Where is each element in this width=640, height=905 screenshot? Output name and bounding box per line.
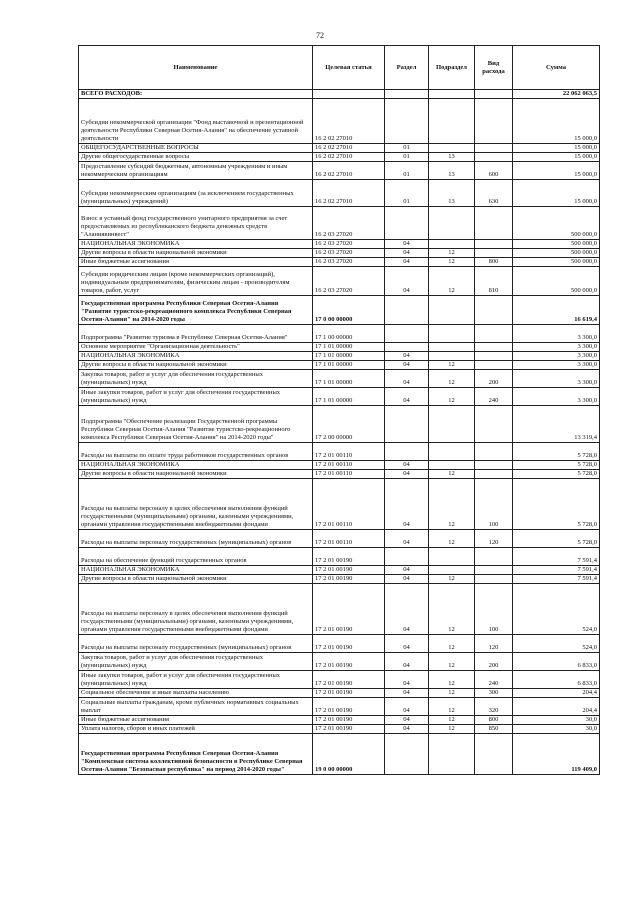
- row-section: 04: [385, 479, 429, 530]
- row-subsection: [429, 144, 475, 153]
- row-code: 17 2 01 00110: [313, 443, 385, 461]
- row-subsection: [429, 406, 475, 443]
- table-row: [79, 240, 600, 249]
- row-subsection: [429, 352, 475, 361]
- row-name: Подпрограмма "Развитие туризма в Республике Северная Осетия-Алания": [79, 325, 313, 343]
- row-subsection: 12: [429, 249, 475, 258]
- row-section: 04: [385, 671, 429, 689]
- row-sum: 16 619,4: [513, 296, 600, 325]
- row-sum: 5 728,0: [513, 479, 600, 530]
- row-subsection: [429, 566, 475, 575]
- row-section: 04: [385, 249, 429, 258]
- table-row: [79, 671, 600, 689]
- row-code: 17 2 01 00190: [313, 698, 385, 716]
- row-name: Государственная программа Республики Северная Осетия-Алания "Развитие туристско-рекреационного комплекса Республики Северная Осетия-Алания" на 2014-2020 годы: [79, 296, 313, 325]
- row-code: 17 0 00 00000: [313, 296, 385, 325]
- row-subsection: 12: [429, 575, 475, 584]
- table-row: [79, 296, 600, 325]
- row-code: 17 2 01 00110: [313, 530, 385, 548]
- row-section: 01: [385, 153, 429, 162]
- row-name: Субсидии некоммерческой организации "Фонд выставочной и презентационной деятельности Республики Северная Осетия-Алания" на обеспечение уставной деятельности: [79, 99, 313, 144]
- row-section: 04: [385, 725, 429, 734]
- row-name: Другие вопросы в области национальной экономики: [79, 470, 313, 479]
- table-header-row: [79, 46, 600, 90]
- row-kind: 240: [475, 671, 513, 689]
- row-code: 17 2 01 00190: [313, 584, 385, 635]
- row-kind: 120: [475, 530, 513, 548]
- row-kind: [475, 734, 513, 775]
- row-name: ВСЕГО РАСХОДОВ:: [79, 90, 313, 99]
- row-subsection: 13: [429, 153, 475, 162]
- row-sum: 3 300,0: [513, 352, 600, 361]
- row-name: Другие вопросы в области национальной экономики: [79, 575, 313, 584]
- row-name: НАЦИОНАЛЬНАЯ ЭКОНОМИКА: [79, 240, 313, 249]
- row-code: 17 2 01 00190: [313, 716, 385, 725]
- row-kind: 800: [475, 716, 513, 725]
- row-kind: [475, 575, 513, 584]
- table-row: [79, 734, 600, 775]
- table-row: [79, 725, 600, 734]
- row-section: 04: [385, 388, 429, 406]
- row-section: 04: [385, 566, 429, 575]
- row-code: 16 2 03 27020: [313, 240, 385, 249]
- row-subsection: 12: [429, 653, 475, 671]
- row-section: [385, 734, 429, 775]
- row-subsection: [429, 207, 475, 240]
- row-kind: 630: [475, 180, 513, 207]
- row-kind: [475, 296, 513, 325]
- row-name: Иные бюджетные ассигнования: [79, 258, 313, 267]
- row-sum: 7 591,4: [513, 575, 600, 584]
- row-subsection: 12: [429, 258, 475, 267]
- row-sum: 5 728,0: [513, 530, 600, 548]
- row-kind: [475, 99, 513, 144]
- row-code: 16 2 02 27010: [313, 180, 385, 207]
- row-section: 04: [385, 635, 429, 653]
- row-subsection: 13: [429, 162, 475, 180]
- row-section: 04: [385, 530, 429, 548]
- row-sum: 204,4: [513, 689, 600, 698]
- row-kind: [475, 361, 513, 370]
- row-section: 04: [385, 370, 429, 388]
- row-code: 17 2 01 00190: [313, 671, 385, 689]
- row-sum: 30,0: [513, 725, 600, 734]
- row-subsection: [429, 90, 475, 99]
- row-subsection: [429, 240, 475, 249]
- row-subsection: 12: [429, 370, 475, 388]
- row-code: 17 1 00 00000: [313, 325, 385, 343]
- row-code: 17 2 01 00190: [313, 725, 385, 734]
- row-code: 19 0 00 00000: [313, 734, 385, 775]
- table-row: [79, 406, 600, 443]
- row-name: Иные бюджетные ассигнования: [79, 716, 313, 725]
- row-name: Субсидии некоммерческим организациям (за исключением государственных (муниципальных) учреждений): [79, 180, 313, 207]
- row-section: 04: [385, 470, 429, 479]
- row-code: 17 2 01 00190: [313, 689, 385, 698]
- row-sum: 15 000,0: [513, 180, 600, 207]
- row-sum: 500 000,0: [513, 249, 600, 258]
- row-section: 04: [385, 267, 429, 296]
- row-name: Субсидии юридическим лицам (кроме некоммерческих организаций), индивидуальным предпринимателям, физическим лицам - производителям товаров, работ, услуг: [79, 267, 313, 296]
- row-name: Другие вопросы в области национальной экономики: [79, 249, 313, 258]
- row-code: 17 1 01 00000: [313, 343, 385, 352]
- row-name: Расходы на выплаты персоналу в целях обеспечения выполнения функций государственными (муниципальными) органами, казенными учреждениями, органами управления государственными внебюджетными фондами: [79, 479, 313, 530]
- row-sum: 5 728,0: [513, 443, 600, 461]
- row-sum: 15 000,0: [513, 144, 600, 153]
- row-code: [313, 90, 385, 99]
- row-kind: [475, 144, 513, 153]
- row-kind: 810: [475, 267, 513, 296]
- table-row: [79, 575, 600, 584]
- row-section: 04: [385, 584, 429, 635]
- row-name: Закупка товаров, работ и услуг для обеспечения государственных (муниципальных) нужд: [79, 653, 313, 671]
- row-section: [385, 443, 429, 461]
- row-sum: 6 833,0: [513, 653, 600, 671]
- row-subsection: [429, 343, 475, 352]
- table-row: [79, 370, 600, 388]
- row-code: 17 2 01 00190: [313, 575, 385, 584]
- header-kind: Вид расхода: [475, 46, 513, 90]
- row-section: 01: [385, 162, 429, 180]
- row-name: Уплата налогов, сборов и иных платежей: [79, 725, 313, 734]
- row-sum: 13 319,4: [513, 406, 600, 443]
- row-name: Социальное обеспечение и иные выплаты населению: [79, 689, 313, 698]
- row-sum: 500 000,0: [513, 207, 600, 240]
- table-row: [79, 635, 600, 653]
- row-section: [385, 343, 429, 352]
- table-row: [79, 653, 600, 671]
- row-name: Подпрограмма "Обеспечение реализации Государственной программы Республики Северная Осетия-Алания "Развитие туристско-рекреационного комплекса Республики Северная Осетия-Алания" на 2014-2020 годы": [79, 406, 313, 443]
- row-kind: 300: [475, 689, 513, 698]
- row-subsection: [429, 296, 475, 325]
- row-subsection: 12: [429, 716, 475, 725]
- table-row: [79, 566, 600, 575]
- row-name: Расходы на выплаты по оплате труда работников государственных органов: [79, 443, 313, 461]
- row-section: [385, 90, 429, 99]
- row-sum: 3 300,0: [513, 388, 600, 406]
- row-kind: [475, 352, 513, 361]
- row-kind: 200: [475, 653, 513, 671]
- page-number: 72: [316, 31, 324, 40]
- row-sum: 524,0: [513, 635, 600, 653]
- table-row: [79, 461, 600, 470]
- row-subsection: 12: [429, 671, 475, 689]
- row-section: 04: [385, 361, 429, 370]
- row-code: 16 2 03 27020: [313, 258, 385, 267]
- row-name: Другие вопросы в области национальной экономики: [79, 361, 313, 370]
- table-row: [79, 698, 600, 716]
- table-row: [79, 530, 600, 548]
- row-kind: [475, 406, 513, 443]
- row-kind: 100: [475, 584, 513, 635]
- row-section: 04: [385, 716, 429, 725]
- row-name: Другие общегосударственные вопросы: [79, 153, 313, 162]
- row-kind: [475, 249, 513, 258]
- row-section: 04: [385, 698, 429, 716]
- row-code: 17 2 01 00110: [313, 461, 385, 470]
- row-name: Социальные выплаты гражданам, кроме публичных нормативных социальных выплат: [79, 698, 313, 716]
- row-sum: 15 000,0: [513, 162, 600, 180]
- row-sum: 3 300,0: [513, 370, 600, 388]
- row-code: 16 2 02 27010: [313, 99, 385, 144]
- row-sum: 500 000,0: [513, 240, 600, 249]
- row-subsection: [429, 99, 475, 144]
- row-section: 04: [385, 653, 429, 671]
- row-subsection: 13: [429, 180, 475, 207]
- row-sum: 500 000,0: [513, 267, 600, 296]
- table-row: [79, 689, 600, 698]
- budget-table: [78, 45, 600, 775]
- row-subsection: 12: [429, 470, 475, 479]
- row-kind: 800: [475, 258, 513, 267]
- row-subsection: 12: [429, 479, 475, 530]
- row-name: ОБЩЕГОСУДАРСТВЕННЫЕ ВОПРОСЫ: [79, 144, 313, 153]
- table-row: [79, 361, 600, 370]
- table-row: [79, 470, 600, 479]
- header-sum: Сумма: [513, 46, 600, 90]
- row-kind: [475, 461, 513, 470]
- row-sum: 6 833,0: [513, 671, 600, 689]
- row-subsection: 12: [429, 584, 475, 635]
- row-sum: 524,0: [513, 584, 600, 635]
- row-section: 04: [385, 689, 429, 698]
- row-section: 01: [385, 180, 429, 207]
- row-sum: 3 300,0: [513, 361, 600, 370]
- table-row: [79, 479, 600, 530]
- row-subsection: [429, 548, 475, 566]
- row-name: Расходы на выплаты персоналу государственных (муниципальных) органов: [79, 530, 313, 548]
- row-subsection: 12: [429, 267, 475, 296]
- row-section: [385, 406, 429, 443]
- table-row: [79, 258, 600, 267]
- row-code: 17 2 01 00190: [313, 653, 385, 671]
- row-section: 01: [385, 144, 429, 153]
- row-code: 17 1 01 00000: [313, 370, 385, 388]
- row-kind: 240: [475, 388, 513, 406]
- row-subsection: [429, 443, 475, 461]
- row-sum: 3 300,0: [513, 343, 600, 352]
- header-section: Раздел: [385, 46, 429, 90]
- row-name: Иные закупки товаров, работ и услуг для обеспечения государственных (муниципальных) нужд: [79, 388, 313, 406]
- row-kind: 850: [475, 725, 513, 734]
- table-row: [79, 325, 600, 343]
- row-name: НАЦИОНАЛЬНАЯ ЭКОНОМИКА: [79, 352, 313, 361]
- row-section: 04: [385, 352, 429, 361]
- row-kind: [475, 325, 513, 343]
- row-name: Государственная программа Республики Северная Осетия-Алания "Комплексная система коллективной безопасности в Республике Северная Осетия-Алания "Безопасная республика" на период 2014-2020 годы": [79, 734, 313, 775]
- row-code: 17 2 01 00110: [313, 479, 385, 530]
- row-section: [385, 325, 429, 343]
- table-row: [79, 207, 600, 240]
- row-kind: [475, 90, 513, 99]
- row-kind: [475, 207, 513, 240]
- row-code: 17 2 01 00190: [313, 566, 385, 575]
- table-row: [79, 352, 600, 361]
- row-section: 04: [385, 575, 429, 584]
- row-sum: 5 728,0: [513, 470, 600, 479]
- row-section: 04: [385, 240, 429, 249]
- row-subsection: 12: [429, 361, 475, 370]
- row-code: 17 1 01 00000: [313, 388, 385, 406]
- row-subsection: [429, 461, 475, 470]
- row-name: Расходы на обеспечение функций государственных органов: [79, 548, 313, 566]
- row-kind: 120: [475, 635, 513, 653]
- row-sum: 7 591,4: [513, 548, 600, 566]
- table-row: [79, 153, 600, 162]
- row-subsection: 12: [429, 689, 475, 698]
- table-row: [79, 180, 600, 207]
- row-name: Предоставление субсидий бюджетным, автономным учреждениям и иным некоммерческим организациям: [79, 162, 313, 180]
- row-kind: [475, 153, 513, 162]
- row-code: 17 2 01 00110: [313, 470, 385, 479]
- table-row: [79, 443, 600, 461]
- row-subsection: 12: [429, 388, 475, 406]
- table-row: [79, 249, 600, 258]
- row-code: 16 2 02 27010: [313, 153, 385, 162]
- row-code: 16 2 03 27020: [313, 267, 385, 296]
- row-sum: 22 062 063,5: [513, 90, 600, 99]
- table-row: [79, 343, 600, 352]
- row-name: Расходы на выплаты персоналу государственных (муниципальных) органов: [79, 635, 313, 653]
- row-kind: [475, 443, 513, 461]
- row-kind: [475, 548, 513, 566]
- header-subsection: Подраздел: [429, 46, 475, 90]
- table-row: [79, 388, 600, 406]
- row-sum: 15 000,0: [513, 153, 600, 162]
- row-sum: 500 000,0: [513, 258, 600, 267]
- row-kind: [475, 566, 513, 575]
- row-code: 17 2 01 00190: [313, 548, 385, 566]
- row-sum: 204,4: [513, 698, 600, 716]
- row-code: 17 1 01 00000: [313, 361, 385, 370]
- row-section: 04: [385, 461, 429, 470]
- row-sum: 7 591,4: [513, 566, 600, 575]
- row-name: НАЦИОНАЛЬНАЯ ЭКОНОМИКА: [79, 566, 313, 575]
- row-name: Расходы на выплаты персоналу в целях обеспечения выполнения функций государственными (муниципальными) органами, казенными учреждениями, органами управления государственными внебюджетными фондами: [79, 584, 313, 635]
- header-code: Целевая статья: [313, 46, 385, 90]
- row-subsection: 12: [429, 725, 475, 734]
- row-name: Закупка товаров, работ и услуг для обеспечения государственных (муниципальных) нужд: [79, 370, 313, 388]
- row-section: [385, 207, 429, 240]
- row-section: [385, 296, 429, 325]
- row-kind: 320: [475, 698, 513, 716]
- row-kind: 100: [475, 479, 513, 530]
- table-row: [79, 548, 600, 566]
- row-code: 17 2 01 00190: [313, 635, 385, 653]
- row-section: [385, 99, 429, 144]
- row-code: 17 1 01 00000: [313, 352, 385, 361]
- row-kind: [475, 343, 513, 352]
- row-name: НАЦИОНАЛЬНАЯ ЭКОНОМИКА: [79, 461, 313, 470]
- row-sum: 5 728,0: [513, 461, 600, 470]
- row-subsection: 12: [429, 635, 475, 653]
- table-row: [79, 716, 600, 725]
- row-subsection: [429, 734, 475, 775]
- row-sum: 3 300,0: [513, 325, 600, 343]
- row-name: Основное мероприятие "Организационная деятельность": [79, 343, 313, 352]
- header-name: Наименование: [79, 46, 313, 90]
- row-section: [385, 548, 429, 566]
- row-kind: [475, 470, 513, 479]
- row-name: Взнос в уставный фонд государственного унитарного предприятия за счет предоставляемых из республиканского бюджета денежных средств "Аланиявинвест": [79, 207, 313, 240]
- row-subsection: 12: [429, 530, 475, 548]
- row-kind: [475, 240, 513, 249]
- row-code: 16 2 03 27020: [313, 249, 385, 258]
- row-kind: 200: [475, 370, 513, 388]
- table-row: [79, 99, 600, 144]
- row-kind: 600: [475, 162, 513, 180]
- row-sum: 30,0: [513, 716, 600, 725]
- table-body: [79, 90, 600, 775]
- row-sum: 15 000,0: [513, 99, 600, 144]
- row-code: 16 2 02 27010: [313, 144, 385, 153]
- row-code: 17 2 00 00000: [313, 406, 385, 443]
- table-row: [79, 584, 600, 635]
- row-name: Иные закупки товаров, работ и услуг для обеспечения государственных (муниципальных) нужд: [79, 671, 313, 689]
- row-section: 04: [385, 258, 429, 267]
- row-sum: 119 409,0: [513, 734, 600, 775]
- table-row: [79, 144, 600, 153]
- table-row: [79, 162, 600, 180]
- row-code: 16 2 02 27010: [313, 162, 385, 180]
- table-row: [79, 267, 600, 296]
- table-row: [79, 90, 600, 99]
- row-code: 16 2 03 27020: [313, 207, 385, 240]
- row-subsection: [429, 325, 475, 343]
- row-subsection: 12: [429, 698, 475, 716]
